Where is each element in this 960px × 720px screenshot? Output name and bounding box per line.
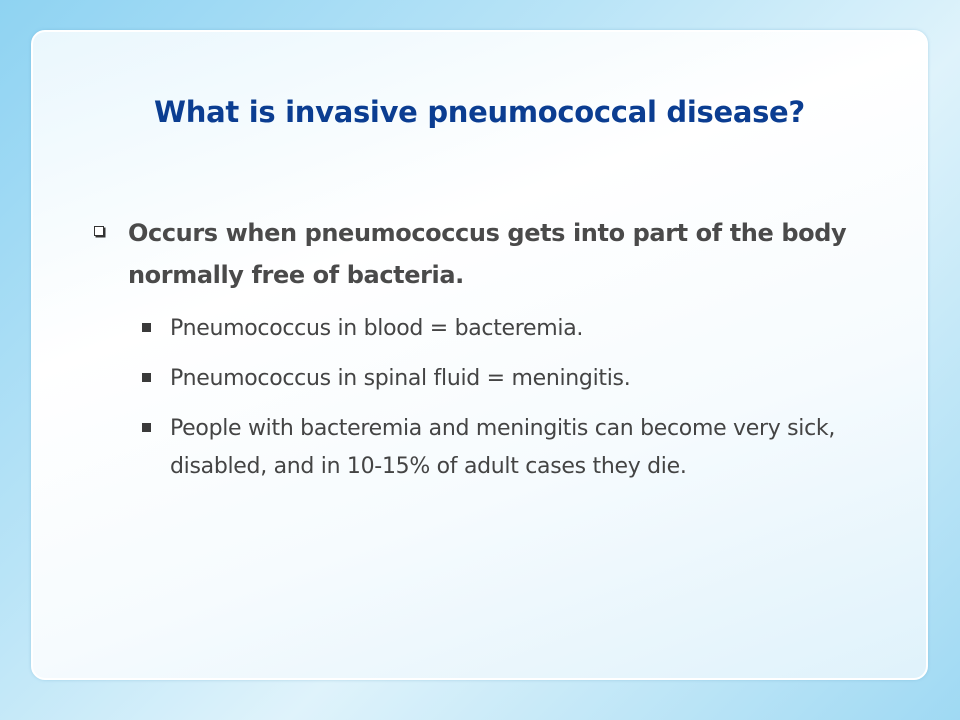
filled-square-bullet-icon — [142, 323, 151, 332]
filled-square-bullet-icon — [142, 373, 151, 382]
sub-bullet-text: Pneumococcus in spinal fluid = meningitis. — [170, 366, 631, 391]
sub-bullet-item — [170, 310, 910, 348]
slide-panel — [31, 30, 928, 680]
sub-bullet-text: People with bacteremia and meningitis can become very sick, disabled, and in 10-15% of adult cases they die. — [170, 416, 836, 479]
sub-bullet-item — [170, 360, 910, 398]
filled-square-bullet-icon — [142, 423, 151, 432]
main-bullet — [128, 212, 928, 296]
sub-bullet-text: Pneumococcus in blood = bacteremia. — [170, 316, 584, 341]
slide-title: What is invasive pneumococcal disease? — [154, 95, 805, 129]
sub-bullet-item — [170, 410, 910, 486]
hollow-square-bullet-icon — [94, 226, 104, 236]
sub-bullet-list — [170, 310, 910, 498]
main-bullet-text: Occurs when pneumococcus gets into part of the body normally free of bacteria. — [128, 219, 847, 289]
